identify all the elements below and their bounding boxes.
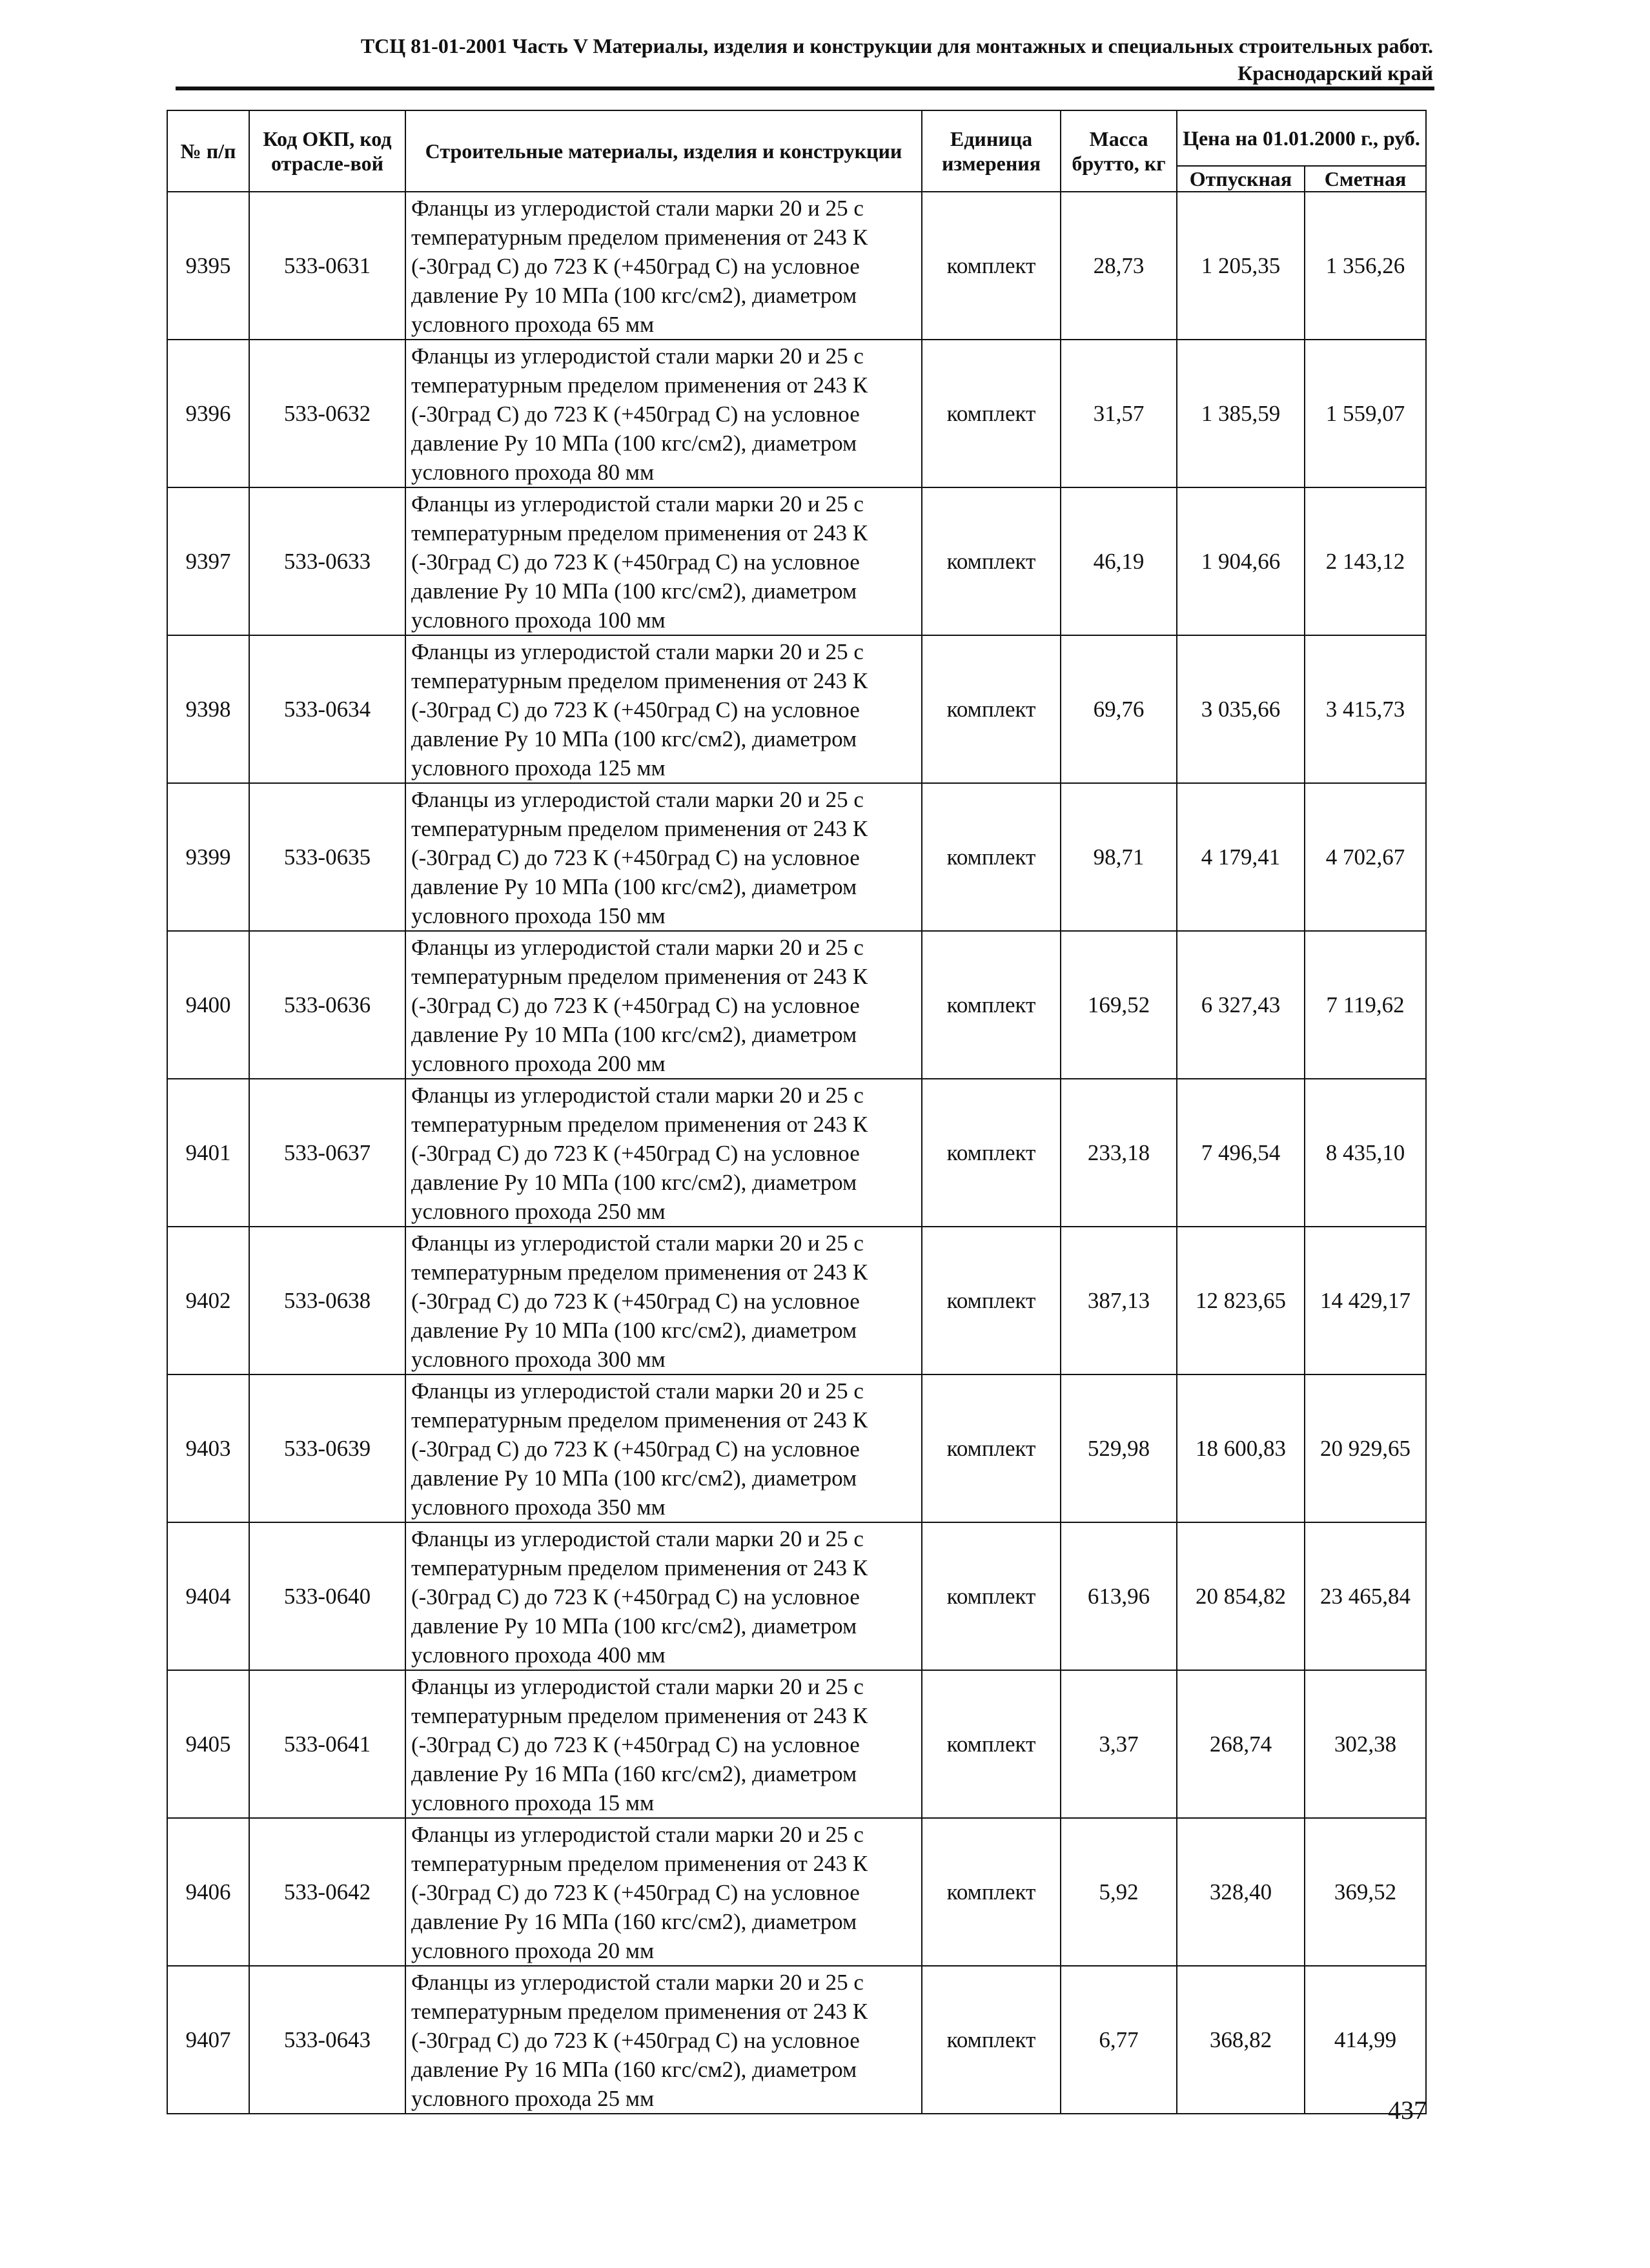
table-row xyxy=(167,1227,1426,1374)
material-name-cell: Фланцы из углеродистой стали марки 20 и 25 с температурным пределом применения от 243 К (-30град С) до 723 К (+450град С) на условное давление Ру 10 МПа (100 кгс/см2), диаметром условного прохода 400 мм xyxy=(405,1522,922,1670)
table-row xyxy=(167,487,1426,635)
row-number-cell: 9398 xyxy=(167,635,249,783)
release-price-cell: 328,40 xyxy=(1177,1818,1305,1966)
column-header-name: Строительные материалы, изделия и конструкции xyxy=(405,110,922,192)
mass-cell: 46,19 xyxy=(1061,487,1177,635)
column-header-price-group: Цена на 01.01.2000 г., руб. xyxy=(1177,110,1426,166)
estimate-price-cell: 23 465,84 xyxy=(1305,1522,1426,1670)
unit-cell: комплект xyxy=(922,1818,1061,1966)
release-price-cell: 7 496,54 xyxy=(1177,1079,1305,1227)
table-row xyxy=(167,1522,1426,1670)
mass-cell: 6,77 xyxy=(1061,1966,1177,2114)
release-price-cell: 1 904,66 xyxy=(1177,487,1305,635)
mass-cell: 233,18 xyxy=(1061,1079,1177,1227)
unit-cell: комплект xyxy=(922,192,1061,340)
mass-cell: 31,57 xyxy=(1061,340,1177,487)
estimate-price-cell: 2 143,12 xyxy=(1305,487,1426,635)
okp-code-cell: 533-0632 xyxy=(249,340,405,487)
row-number-cell: 9397 xyxy=(167,487,249,635)
material-name-cell: Фланцы из углеродистой стали марки 20 и 25 с температурным пределом применения от 243 К (-30град С) до 723 К (+450град С) на условное давление Ру 10 МПа (100 кгс/см2), диаметром условного прохода 250 мм xyxy=(405,1079,922,1227)
okp-code-cell: 533-0642 xyxy=(249,1818,405,1966)
column-header-price-release: Отпускная xyxy=(1177,166,1305,192)
release-price-cell: 1 205,35 xyxy=(1177,192,1305,340)
mass-cell: 529,98 xyxy=(1061,1374,1177,1522)
estimate-price-cell: 20 929,65 xyxy=(1305,1374,1426,1522)
row-number-cell: 9406 xyxy=(167,1818,249,1966)
estimate-price-cell: 3 415,73 xyxy=(1305,635,1426,783)
table-row xyxy=(167,340,1426,487)
okp-code-cell: 533-0643 xyxy=(249,1966,405,2114)
row-number-cell: 9399 xyxy=(167,783,249,931)
row-number-cell: 9396 xyxy=(167,340,249,487)
table-row xyxy=(167,1818,1426,1966)
unit-cell: комплект xyxy=(922,1079,1061,1227)
row-number-cell: 9401 xyxy=(167,1079,249,1227)
table-row xyxy=(167,931,1426,1079)
material-name-cell: Фланцы из углеродистой стали марки 20 и 25 с температурным пределом применения от 243 К (-30град С) до 723 К (+450град С) на условное давление Ру 10 МПа (100 кгс/см2), диаметром условного прохода 300 мм xyxy=(405,1227,922,1374)
estimate-price-cell: 369,52 xyxy=(1305,1818,1426,1966)
unit-cell: комплект xyxy=(922,635,1061,783)
row-number-cell: 9403 xyxy=(167,1374,249,1522)
unit-cell: комплект xyxy=(922,783,1061,931)
mass-cell: 169,52 xyxy=(1061,931,1177,1079)
material-name-cell: Фланцы из углеродистой стали марки 20 и 25 с температурным пределом применения от 243 К (-30град С) до 723 К (+450град С) на условное давление Ру 10 МПа (100 кгс/см2), диаметром условного прохода 150 мм xyxy=(405,783,922,931)
okp-code-cell: 533-0636 xyxy=(249,931,405,1079)
unit-cell: комплект xyxy=(922,340,1061,487)
table-row xyxy=(167,635,1426,783)
estimate-price-cell: 4 702,67 xyxy=(1305,783,1426,931)
column-header-mass: Масса брутто, кг xyxy=(1061,110,1177,192)
release-price-cell: 6 327,43 xyxy=(1177,931,1305,1079)
row-number-cell: 9395 xyxy=(167,192,249,340)
estimate-price-cell: 414,99 xyxy=(1305,1966,1426,2114)
okp-code-cell: 533-0637 xyxy=(249,1079,405,1227)
table-row xyxy=(167,192,1426,340)
table-row xyxy=(167,1966,1426,2114)
material-name-cell: Фланцы из углеродистой стали марки 20 и 25 с температурным пределом применения от 243 К (-30град С) до 723 К (+450град С) на условное давление Ру 16 МПа (160 кгс/см2), диаметром условного прохода 15 мм xyxy=(405,1670,922,1818)
column-header-price-estimate: Сметная xyxy=(1305,166,1426,192)
estimate-price-cell: 8 435,10 xyxy=(1305,1079,1426,1227)
column-header-code: Код ОКП, код отрасле-вой xyxy=(249,110,405,192)
release-price-cell: 18 600,83 xyxy=(1177,1374,1305,1522)
unit-cell: комплект xyxy=(922,487,1061,635)
release-price-cell: 268,74 xyxy=(1177,1670,1305,1818)
row-number-cell: 9405 xyxy=(167,1670,249,1818)
mass-cell: 98,71 xyxy=(1061,783,1177,931)
row-number-cell: 9400 xyxy=(167,931,249,1079)
column-header-unit: Единица измерения xyxy=(922,110,1061,192)
material-name-cell: Фланцы из углеродистой стали марки 20 и 25 с температурным пределом применения от 243 К (-30град С) до 723 К (+450град С) на условное давление Ру 16 МПа (160 кгс/см2), диаметром условного прохода 25 мм xyxy=(405,1966,922,2114)
estimate-price-cell: 1 559,07 xyxy=(1305,340,1426,487)
mass-cell: 69,76 xyxy=(1061,635,1177,783)
mass-cell: 28,73 xyxy=(1061,192,1177,340)
okp-code-cell: 533-0639 xyxy=(249,1374,405,1522)
table-row xyxy=(167,1079,1426,1227)
unit-cell: комплект xyxy=(922,1670,1061,1818)
table-row xyxy=(167,1374,1426,1522)
material-name-cell: Фланцы из углеродистой стали марки 20 и 25 с температурным пределом применения от 243 К (-30град С) до 723 К (+450град С) на условное давление Ру 10 МПа (100 кгс/см2), диаметром условного прохода 350 мм xyxy=(405,1374,922,1522)
document-region: Краснодарский край xyxy=(1238,61,1433,85)
unit-cell: комплект xyxy=(922,1374,1061,1522)
estimate-price-cell: 302,38 xyxy=(1305,1670,1426,1818)
okp-code-cell: 533-0635 xyxy=(249,783,405,931)
material-name-cell: Фланцы из углеродистой стали марки 20 и 25 с температурным пределом применения от 243 К (-30град С) до 723 К (+450град С) на условное давление Ру 10 МПа (100 кгс/см2), диаметром условного прохода 200 мм xyxy=(405,931,922,1079)
table-row xyxy=(167,783,1426,931)
release-price-cell: 1 385,59 xyxy=(1177,340,1305,487)
mass-cell: 387,13 xyxy=(1061,1227,1177,1374)
material-name-cell: Фланцы из углеродистой стали марки 20 и 25 с температурным пределом применения от 243 К (-30град С) до 723 К (+450град С) на условное давление Ру 10 МПа (100 кгс/см2), диаметром условного прохода 125 мм xyxy=(405,635,922,783)
header-divider xyxy=(176,87,1434,90)
okp-code-cell: 533-0631 xyxy=(249,192,405,340)
unit-cell: комплект xyxy=(922,1966,1061,2114)
column-header-num: № п/п xyxy=(167,110,249,192)
price-table xyxy=(167,110,1427,2114)
row-number-cell: 9407 xyxy=(167,1966,249,2114)
mass-cell: 5,92 xyxy=(1061,1818,1177,1966)
estimate-price-cell: 14 429,17 xyxy=(1305,1227,1426,1374)
material-name-cell: Фланцы из углеродистой стали марки 20 и 25 с температурным пределом применения от 243 К (-30град С) до 723 К (+450град С) на условное давление Ру 10 МПа (100 кгс/см2), диаметром условного прохода 65 мм xyxy=(405,192,922,340)
unit-cell: комплект xyxy=(922,931,1061,1079)
release-price-cell: 12 823,65 xyxy=(1177,1227,1305,1374)
okp-code-cell: 533-0640 xyxy=(249,1522,405,1670)
release-price-cell: 3 035,66 xyxy=(1177,635,1305,783)
row-number-cell: 9404 xyxy=(167,1522,249,1670)
okp-code-cell: 533-0633 xyxy=(249,487,405,635)
material-name-cell: Фланцы из углеродистой стали марки 20 и 25 с температурным пределом применения от 243 К (-30град С) до 723 К (+450град С) на условное давление Ру 10 МПа (100 кгс/см2), диаметром условного прохода 100 мм xyxy=(405,487,922,635)
material-name-cell: Фланцы из углеродистой стали марки 20 и 25 с температурным пределом применения от 243 К (-30град С) до 723 К (+450град С) на условное давление Ру 16 МПа (160 кгс/см2), диаметром условного прохода 20 мм xyxy=(405,1818,922,1966)
estimate-price-cell: 1 356,26 xyxy=(1305,192,1426,340)
unit-cell: комплект xyxy=(922,1227,1061,1374)
mass-cell: 613,96 xyxy=(1061,1522,1177,1670)
okp-code-cell: 533-0641 xyxy=(249,1670,405,1818)
okp-code-cell: 533-0634 xyxy=(249,635,405,783)
release-price-cell: 20 854,82 xyxy=(1177,1522,1305,1670)
page-number: 437 xyxy=(1388,2096,1427,2125)
row-number-cell: 9402 xyxy=(167,1227,249,1374)
material-name-cell: Фланцы из углеродистой стали марки 20 и 25 с температурным пределом применения от 243 К (-30град С) до 723 К (+450град С) на условное давление Ру 10 МПа (100 кгс/см2), диаметром условного прохода 80 мм xyxy=(405,340,922,487)
estimate-price-cell: 7 119,62 xyxy=(1305,931,1426,1079)
mass-cell: 3,37 xyxy=(1061,1670,1177,1818)
release-price-cell: 4 179,41 xyxy=(1177,783,1305,931)
okp-code-cell: 533-0638 xyxy=(249,1227,405,1374)
table-row xyxy=(167,1670,1426,1818)
unit-cell: комплект xyxy=(922,1522,1061,1670)
release-price-cell: 368,82 xyxy=(1177,1966,1305,2114)
document-title: ТСЦ 81-01-2001 Часть V Материалы, изделия и конструкции для монтажных и специальных строительных работ. xyxy=(360,34,1433,57)
